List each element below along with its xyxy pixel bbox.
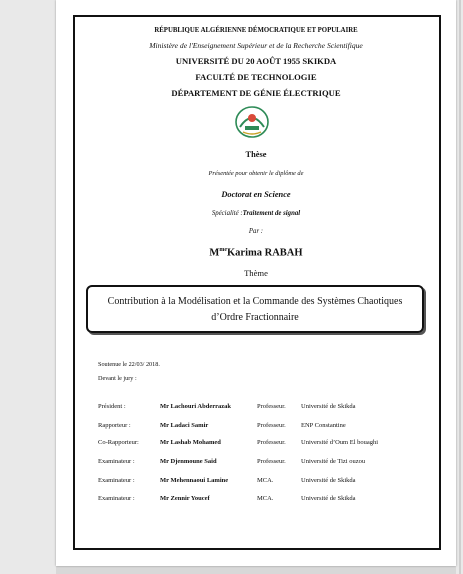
author-name: Karima RABAH xyxy=(227,247,303,259)
jury-institution: Université de Skikda xyxy=(301,495,356,502)
author xyxy=(56,247,456,259)
jury-row xyxy=(56,422,456,434)
university-logo-icon xyxy=(234,105,270,139)
university-line: UNIVERSITÉ DU 20 AOÛT 1955 SKIKDA xyxy=(175,56,337,66)
theme-label: Thème xyxy=(244,268,268,278)
document-page xyxy=(56,0,456,566)
jury-grade: Professeur. xyxy=(257,439,286,446)
jury-role: Co-Rapporteur: xyxy=(98,439,139,446)
jury-role: Président : xyxy=(98,403,126,410)
specialty-line xyxy=(56,210,456,217)
specialty-label: Spécialité : xyxy=(211,210,243,217)
jury-name: Mr Lachouri Abderrazak xyxy=(160,403,232,410)
defense-date: Soutenue le 22/03/ 2018. xyxy=(98,361,160,368)
jury-name: Mr Ladaci Samir xyxy=(160,422,209,429)
jury-row xyxy=(56,403,456,415)
author-title-sup: me xyxy=(219,247,228,253)
thesis-title-box xyxy=(86,285,424,333)
thesis-title-line-2: d’Ordre Fractionnaire xyxy=(211,312,299,323)
specialty-value: Traitement de signal xyxy=(242,210,301,217)
jury-institution: Université de Skikda xyxy=(301,477,356,484)
jury-institution: Université de Skikda xyxy=(301,403,356,410)
jury-name: Mr Djenmoune Said xyxy=(160,458,217,465)
jury-role: Rapporteur : xyxy=(98,422,131,429)
jury-intro: Devant le jury : xyxy=(98,375,137,382)
author-title: M xyxy=(209,247,220,259)
jury-institution: Université de Tizi ouzou xyxy=(301,458,366,465)
jury-role: Examinateur : xyxy=(98,458,135,465)
degree: Doctorat en Science xyxy=(221,190,291,199)
jury-role: Examinateur : xyxy=(98,477,135,484)
by-label: Par : xyxy=(248,228,264,235)
jury-name: Mr Mehennaoui Lamine xyxy=(160,477,229,484)
jury-institution: Université d’Oum El bouaghi xyxy=(301,439,379,446)
republic-line: RÉPUBLIQUE ALGÉRIENNE DÉMOCRATIQUE ET POPULAIRE xyxy=(154,27,358,34)
department-line: DÉPARTEMENT DE GÉNIE ÉLECTRIQUE xyxy=(171,88,341,98)
jury-name: Mr Lashab Mohamed xyxy=(160,439,221,446)
thesis-title-line-1: Contribution à la Modélisation et la Commande des Systèmes Chaotiques xyxy=(107,296,403,307)
jury-grade: Professeur. xyxy=(257,422,286,429)
jury-grade: Professeur. xyxy=(257,403,286,410)
jury-name: Mr Zennir Youcef xyxy=(160,495,210,502)
ministry-line: Ministère de l'Enseignement Supérieur et de la Recherche Scientifique xyxy=(149,41,363,50)
jury-institution: ENP Constantine xyxy=(301,422,346,429)
jury-grade: Professeur. xyxy=(257,458,286,465)
jury-row xyxy=(56,458,456,470)
next-page-edge xyxy=(56,566,456,574)
thesis-type: Thèse xyxy=(245,150,267,159)
jury-row xyxy=(56,495,456,507)
viewer-scroll-edge xyxy=(459,0,461,574)
jury-row xyxy=(56,439,456,451)
jury-grade: MCA. xyxy=(257,477,274,484)
jury-grade: MCA. xyxy=(257,495,274,502)
presented-for: Présentée pour obtenir le diplôme de xyxy=(208,170,304,177)
jury-row xyxy=(56,477,456,489)
faculty-line: FACULTÉ DE TECHNOLOGIE xyxy=(195,72,317,82)
jury-role: Examinateur : xyxy=(98,495,135,502)
